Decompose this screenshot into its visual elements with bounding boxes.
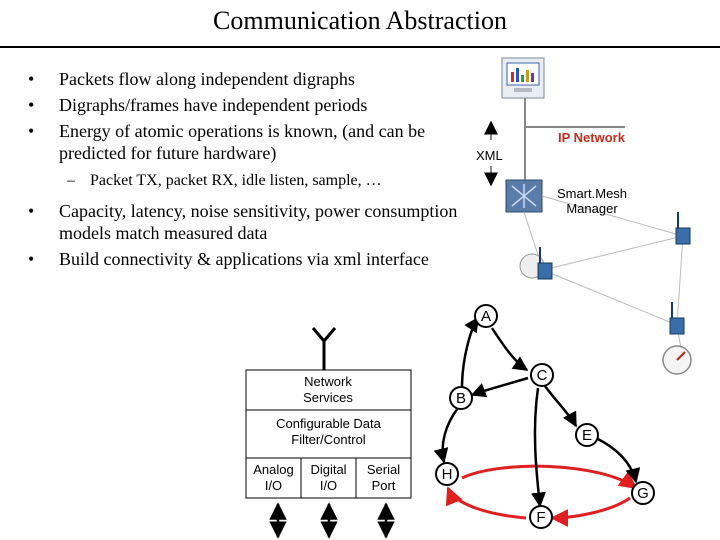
- edge-c-e: [545, 386, 576, 426]
- edge-c-f: [535, 388, 540, 506]
- analog-io-label: Analog I/O: [253, 462, 294, 493]
- network-services-label: Network Services: [303, 374, 353, 405]
- antenna-icon: [313, 328, 335, 370]
- svg-text:A: A: [480, 308, 492, 325]
- mesh-manager-icon: [506, 180, 542, 212]
- red-edge: [448, 488, 526, 518]
- svg-text:C: C: [536, 367, 548, 384]
- mesh-link: [543, 236, 683, 270]
- data-filter-label: Configurable Data Filter/Control: [276, 416, 381, 447]
- svg-text:H: H: [441, 466, 453, 483]
- xml-label: XML: [476, 148, 503, 163]
- mote-icon: [676, 212, 690, 244]
- sub-bullet-item: – Packet TX, packet RX, idle listen, sample, …: [28, 170, 468, 192]
- graph-node-a: [475, 305, 497, 327]
- digital-io-label: Digital I/O: [310, 462, 347, 493]
- ip-network-label: IP Network: [558, 130, 625, 145]
- bullet-list: [28, 68, 468, 274]
- svg-text:E: E: [581, 427, 593, 444]
- digraph: [420, 295, 720, 540]
- graph-node-g: [632, 482, 654, 504]
- svg-text:G: G: [637, 485, 649, 502]
- graph-node-c: [531, 364, 553, 386]
- svg-text:B: B: [455, 390, 467, 407]
- bullet-item: • Packets flow along independent digraphs: [28, 68, 468, 90]
- edge-e-g: [596, 438, 636, 482]
- mote-icon: [538, 247, 552, 279]
- graph-node-b: [450, 387, 472, 409]
- edge-b-h: [443, 408, 458, 462]
- title-rule: [0, 46, 720, 48]
- graph-node-f: [530, 506, 552, 528]
- mesh-manager-label: Smart.Mesh Manager: [556, 186, 628, 216]
- graph-node-e: [576, 424, 598, 446]
- edge-a-c: [492, 328, 527, 370]
- graph-node-h: [436, 463, 458, 485]
- bullet-item: • Energy of atomic operations is known, (and can be predicted for future hardware): [28, 120, 468, 164]
- serial-port-label: Serial Port: [366, 462, 401, 493]
- red-edge: [552, 498, 630, 518]
- edge-b-a: [462, 318, 478, 388]
- svg-text:F: F: [536, 509, 546, 526]
- bullet-item: • Digraphs/frames have independent periods: [28, 94, 468, 116]
- red-edge: [462, 466, 636, 488]
- bullet-item: • Capacity, latency, noise sensitivity, power consumption models match measured data: [28, 200, 468, 244]
- server-monitor-icon: [502, 58, 544, 98]
- slide-title: Communication Abstraction: [213, 6, 507, 35]
- bullet-item: • Build connectivity & applications via xml interface: [28, 248, 468, 270]
- edge-c-b: [472, 378, 528, 395]
